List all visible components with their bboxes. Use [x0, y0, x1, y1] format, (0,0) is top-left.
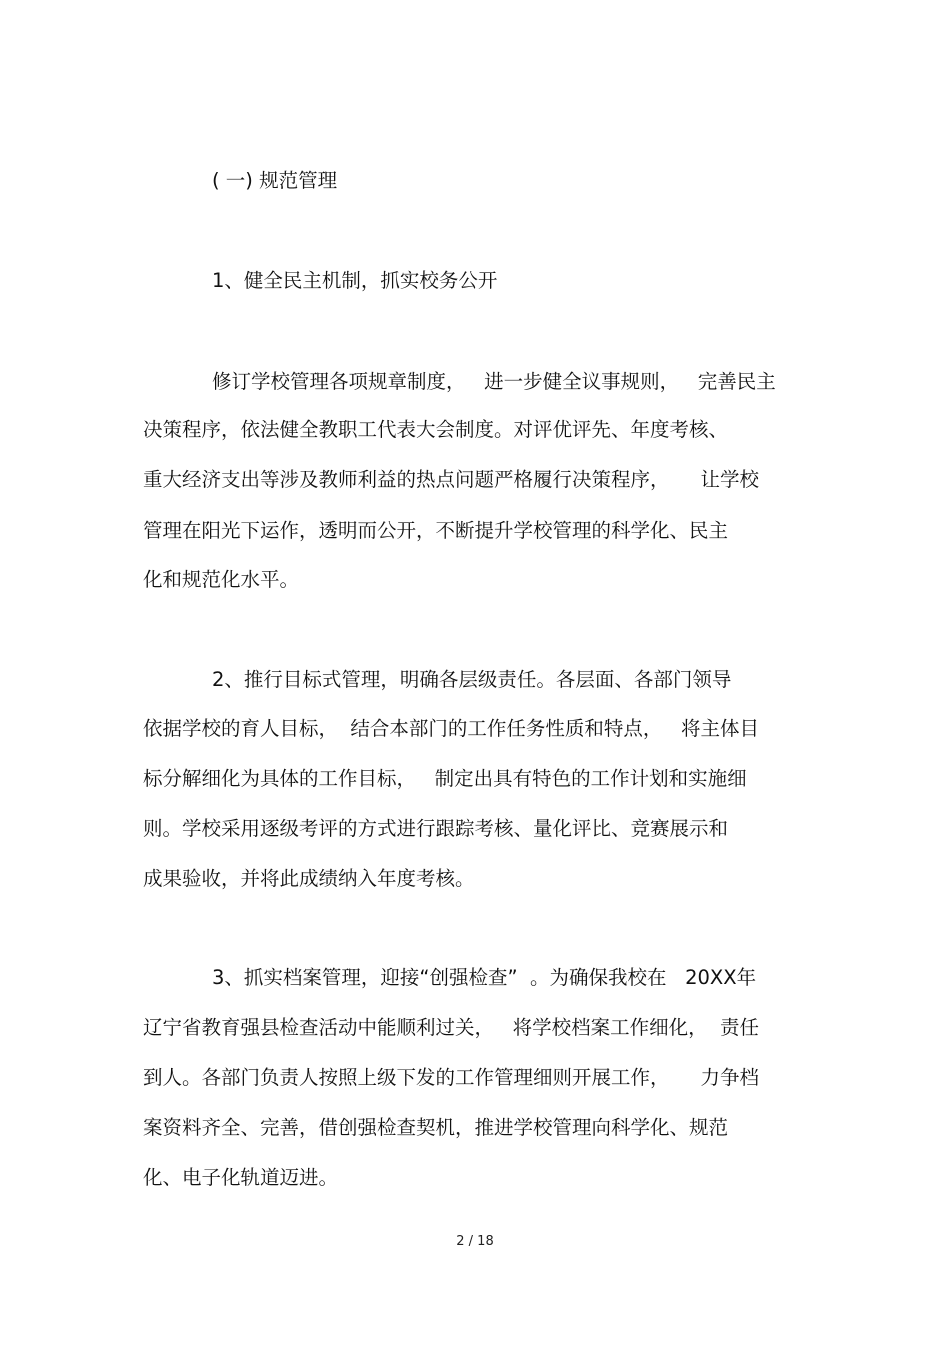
item3-line-3: 到人。各部门负责人按照上级下发的工作管理细则开展工作， 力争档: [143, 1066, 759, 1089]
item3-line-1: 3、抓实档案管理，迎接“创强检查” 。为确保我校在 20XX年: [212, 966, 757, 989]
item1-heading: 1、健全民主机制，抓实校务公开: [212, 269, 498, 292]
item3-line-5: 化、电子化轨道迈进。: [143, 1166, 339, 1189]
item2-line-3: 标分解细化为具体的工作目标， 制定出具有特色的工作计划和实施细: [143, 767, 747, 790]
item2-line-4: 则。学校采用逐级考评的方式进行跟踪考核、量化评比、竞赛展示和: [143, 817, 729, 840]
item3-line-2: 辽宁省教育强县检查活动中能顺利过关， 将学校档案工作细化， 责任: [143, 1016, 759, 1039]
item1-line-5: 化和规范化水平。: [143, 568, 300, 591]
item2-line-5: 成果验收，并将此成绩纳入年度考核。: [143, 867, 475, 890]
section-heading: ( 一) 规范管理: [212, 169, 338, 192]
item1-line-2: 决策程序，依法健全教职工代表大会制度。对评优评先、年度考核、: [143, 418, 729, 441]
item2-line-1: 2、推行目标式管理，明确各层级责任。各层面、各部门领导: [212, 668, 732, 691]
item2-line-2: 依据学校的育人目标， 结合本部门的工作任务性质和特点， 将主体目: [143, 717, 759, 740]
item1-line-3: 重大经济支出等涉及教师利益的热点问题严格履行决策程序， 让学校: [143, 468, 759, 491]
item1-line-4: 管理在阳光下运作，透明而公开，不断提升学校管理的科学化、民主: [143, 519, 729, 542]
item3-line-4: 案资料齐全、完善，借创强检查契机，推进学校管理向科学化、规范: [143, 1116, 729, 1139]
item1-line-1: 修订学校管理各项规章制度， 进一步健全议事规则， 完善民主: [212, 370, 776, 393]
page-indicator: 2 / 18: [456, 1234, 494, 1249]
